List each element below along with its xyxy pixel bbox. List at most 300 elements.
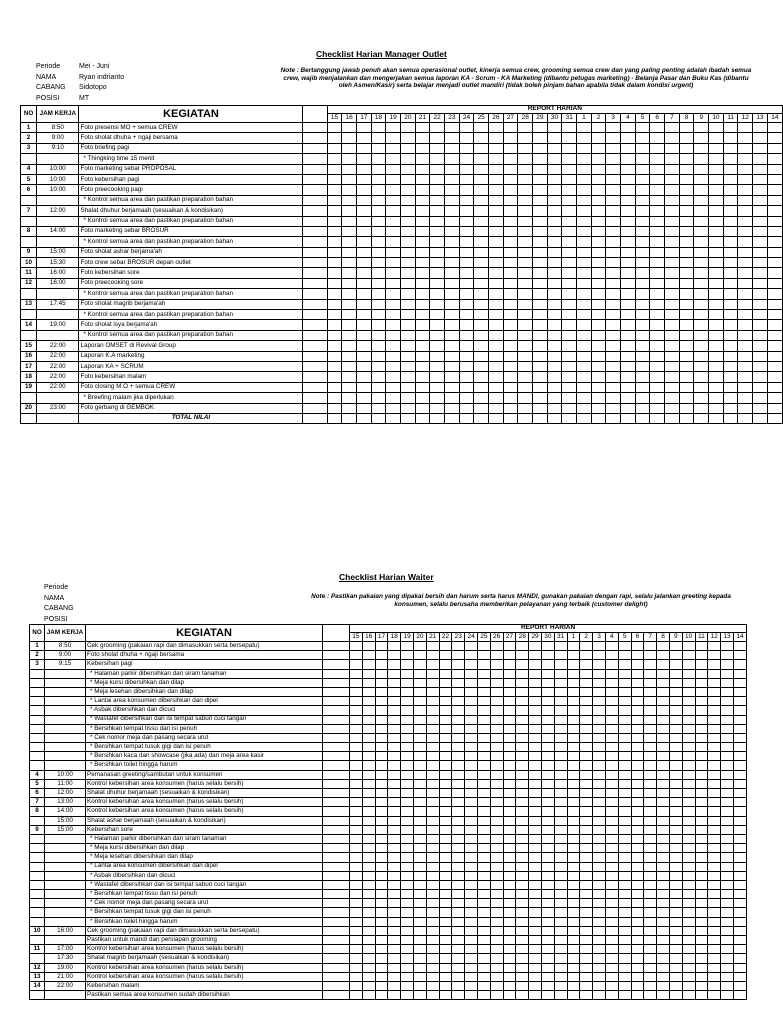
check-cell[interactable] [650,133,665,143]
check-cell[interactable] [593,899,606,908]
check-cell[interactable] [679,174,694,184]
check-cell[interactable] [426,789,439,798]
check-cell[interactable] [490,779,503,788]
check-cell[interactable] [669,844,682,853]
check-cell[interactable] [413,862,426,871]
check-cell[interactable] [669,789,682,798]
check-cell[interactable] [682,963,695,972]
check-cell[interactable] [621,289,636,299]
check-cell[interactable] [650,372,665,382]
check-cell[interactable] [413,715,426,724]
check-cell[interactable] [644,807,657,816]
check-cell[interactable] [401,917,414,926]
check-cell[interactable] [342,206,357,216]
check-cell[interactable] [386,278,401,288]
check-cell[interactable] [474,278,489,288]
check-cell[interactable] [477,789,490,798]
check-cell[interactable] [669,862,682,871]
check-cell[interactable] [445,268,460,278]
check-cell[interactable] [529,660,542,669]
check-cell[interactable] [577,133,592,143]
check-cell[interactable] [459,154,474,164]
check-cell[interactable] [474,310,489,320]
check-cell[interactable] [767,258,782,268]
check-cell[interactable] [386,123,401,133]
check-cell[interactable] [694,361,709,371]
check-cell[interactable] [580,743,593,752]
check-cell[interactable] [618,798,631,807]
check-cell[interactable] [413,954,426,963]
check-cell[interactable] [605,752,618,761]
check-cell[interactable] [375,752,388,761]
check-cell[interactable] [567,660,580,669]
check-cell[interactable] [477,844,490,853]
check-cell[interactable] [767,174,782,184]
check-cell[interactable] [375,899,388,908]
check-cell[interactable] [606,330,621,340]
check-cell[interactable] [490,862,503,871]
check-cell[interactable] [388,825,401,834]
check-cell[interactable] [533,164,548,174]
check-cell[interactable] [733,669,746,678]
check-cell[interactable] [356,320,371,330]
check-cell[interactable] [445,258,460,268]
check-cell[interactable] [580,761,593,770]
check-cell[interactable] [445,237,460,247]
check-cell[interactable] [682,981,695,990]
check-cell[interactable] [694,341,709,351]
check-cell[interactable] [465,917,478,926]
check-cell[interactable] [459,226,474,236]
check-cell[interactable] [452,651,465,660]
check-cell[interactable] [490,834,503,843]
check-cell[interactable] [708,669,721,678]
check-cell[interactable] [580,890,593,899]
check-cell[interactable] [618,844,631,853]
check-cell[interactable] [401,908,414,917]
check-cell[interactable] [644,880,657,889]
check-cell[interactable] [371,310,386,320]
check-cell[interactable] [371,289,386,299]
check-cell[interactable] [518,278,533,288]
check-cell[interactable] [618,660,631,669]
check-cell[interactable] [400,247,415,257]
check-cell[interactable] [695,871,708,880]
check-cell[interactable] [554,899,567,908]
check-cell[interactable] [439,880,452,889]
check-cell[interactable] [388,899,401,908]
check-cell[interactable] [650,237,665,247]
check-cell[interactable] [388,761,401,770]
check-cell[interactable] [657,697,670,706]
check-cell[interactable] [503,289,518,299]
check-cell[interactable] [547,351,562,361]
check-cell[interactable] [490,871,503,880]
check-cell[interactable] [605,908,618,917]
check-cell[interactable] [388,669,401,678]
check-cell[interactable] [721,981,734,990]
check-cell[interactable] [503,310,518,320]
check-cell[interactable] [723,310,738,320]
check-cell[interactable] [767,299,782,309]
check-cell[interactable] [631,789,644,798]
check-cell[interactable] [708,642,721,651]
check-cell[interactable] [459,216,474,226]
check-cell[interactable] [477,660,490,669]
check-cell[interactable] [650,174,665,184]
check-cell[interactable] [541,761,554,770]
check-cell[interactable] [695,963,708,972]
check-cell[interactable] [709,299,724,309]
check-cell[interactable] [477,807,490,816]
check-cell[interactable] [665,278,680,288]
check-cell[interactable] [695,954,708,963]
check-cell[interactable] [733,991,746,1000]
check-cell[interactable] [490,669,503,678]
check-cell[interactable] [452,981,465,990]
check-cell[interactable] [605,926,618,935]
check-cell[interactable] [635,154,650,164]
check-cell[interactable] [350,761,363,770]
check-cell[interactable] [375,687,388,696]
check-cell[interactable] [657,724,670,733]
check-cell[interactable] [430,289,445,299]
check-cell[interactable] [356,361,371,371]
check-cell[interactable] [356,154,371,164]
check-cell[interactable] [413,899,426,908]
check-cell[interactable] [490,825,503,834]
check-cell[interactable] [516,954,529,963]
check-cell[interactable] [669,936,682,945]
check-cell[interactable] [709,164,724,174]
check-cell[interactable] [621,393,636,403]
check-cell[interactable] [439,724,452,733]
check-cell[interactable] [767,216,782,226]
check-cell[interactable] [591,372,606,382]
check-cell[interactable] [591,258,606,268]
check-cell[interactable] [489,174,504,184]
check-cell[interactable] [723,382,738,392]
check-cell[interactable] [753,382,768,392]
check-cell[interactable] [465,798,478,807]
check-cell[interactable] [694,382,709,392]
check-cell[interactable] [371,341,386,351]
check-cell[interactable] [388,917,401,926]
check-cell[interactable] [733,871,746,880]
check-cell[interactable] [533,341,548,351]
check-cell[interactable] [695,936,708,945]
check-cell[interactable] [753,361,768,371]
check-cell[interactable] [375,770,388,779]
check-cell[interactable] [445,216,460,226]
check-cell[interactable] [413,798,426,807]
total-cell[interactable] [400,413,415,423]
check-cell[interactable] [415,247,430,257]
check-cell[interactable] [580,853,593,862]
check-cell[interactable] [386,226,401,236]
check-cell[interactable] [362,798,375,807]
check-cell[interactable] [682,761,695,770]
check-cell[interactable] [541,779,554,788]
check-cell[interactable] [327,206,342,216]
check-cell[interactable] [605,890,618,899]
check-cell[interactable] [621,258,636,268]
check-cell[interactable] [445,143,460,153]
total-cell[interactable] [489,413,504,423]
check-cell[interactable] [606,237,621,247]
check-cell[interactable] [413,880,426,889]
check-cell[interactable] [465,899,478,908]
check-cell[interactable] [350,844,363,853]
check-cell[interactable] [657,991,670,1000]
check-cell[interactable] [490,963,503,972]
check-cell[interactable] [489,299,504,309]
check-cell[interactable] [503,185,518,195]
check-cell[interactable] [388,908,401,917]
check-cell[interactable] [644,972,657,981]
check-cell[interactable] [430,237,445,247]
check-cell[interactable] [650,351,665,361]
check-cell[interactable] [631,651,644,660]
check-cell[interactable] [375,733,388,742]
check-cell[interactable] [350,807,363,816]
check-cell[interactable] [567,954,580,963]
check-cell[interactable] [459,164,474,174]
check-cell[interactable] [694,237,709,247]
check-cell[interactable] [682,779,695,788]
check-cell[interactable] [503,825,516,834]
check-cell[interactable] [529,825,542,834]
check-cell[interactable] [721,844,734,853]
check-cell[interactable] [516,890,529,899]
check-cell[interactable] [533,289,548,299]
check-cell[interactable] [695,834,708,843]
check-cell[interactable] [631,687,644,696]
check-cell[interactable] [644,687,657,696]
check-cell[interactable] [518,351,533,361]
check-cell[interactable] [489,320,504,330]
check-cell[interactable] [618,816,631,825]
check-cell[interactable] [593,697,606,706]
check-cell[interactable] [733,678,746,687]
check-cell[interactable] [738,382,753,392]
check-cell[interactable] [635,164,650,174]
check-cell[interactable] [516,642,529,651]
check-cell[interactable] [708,816,721,825]
check-cell[interactable] [669,798,682,807]
check-cell[interactable] [439,660,452,669]
check-cell[interactable] [665,174,680,184]
check-cell[interactable] [529,642,542,651]
check-cell[interactable] [503,890,516,899]
check-cell[interactable] [350,651,363,660]
check-cell[interactable] [371,164,386,174]
check-cell[interactable] [679,154,694,164]
check-cell[interactable] [490,807,503,816]
check-cell[interactable] [591,361,606,371]
check-cell[interactable] [547,299,562,309]
check-cell[interactable] [679,247,694,257]
check-cell[interactable] [562,154,577,164]
check-cell[interactable] [439,687,452,696]
check-cell[interactable] [554,651,567,660]
check-cell[interactable] [465,743,478,752]
check-cell[interactable] [529,926,542,935]
check-cell[interactable] [518,258,533,268]
check-cell[interactable] [669,807,682,816]
check-cell[interactable] [413,945,426,954]
check-cell[interactable] [606,393,621,403]
check-cell[interactable] [401,733,414,742]
check-cell[interactable] [426,678,439,687]
check-cell[interactable] [567,752,580,761]
check-cell[interactable] [386,258,401,268]
check-cell[interactable] [631,853,644,862]
check-cell[interactable] [474,382,489,392]
check-cell[interactable] [631,890,644,899]
check-cell[interactable] [529,752,542,761]
check-cell[interactable] [593,761,606,770]
check-cell[interactable] [618,981,631,990]
check-cell[interactable] [388,789,401,798]
check-cell[interactable] [474,289,489,299]
check-cell[interactable] [657,669,670,678]
check-cell[interactable] [738,258,753,268]
check-cell[interactable] [580,651,593,660]
check-cell[interactable] [657,660,670,669]
check-cell[interactable] [371,351,386,361]
check-cell[interactable] [430,382,445,392]
check-cell[interactable] [547,143,562,153]
check-cell[interactable] [459,299,474,309]
check-cell[interactable] [547,361,562,371]
check-cell[interactable] [644,798,657,807]
check-cell[interactable] [709,258,724,268]
check-cell[interactable] [577,299,592,309]
check-cell[interactable] [738,237,753,247]
check-cell[interactable] [767,310,782,320]
check-cell[interactable] [327,164,342,174]
check-cell[interactable] [445,361,460,371]
check-cell[interactable] [547,289,562,299]
check-cell[interactable] [723,247,738,257]
check-cell[interactable] [439,798,452,807]
check-cell[interactable] [591,289,606,299]
check-cell[interactable] [426,908,439,917]
check-cell[interactable] [342,278,357,288]
check-cell[interactable] [401,862,414,871]
check-cell[interactable] [474,185,489,195]
check-cell[interactable] [541,770,554,779]
total-cell[interactable] [474,413,489,423]
check-cell[interactable] [644,890,657,899]
check-cell[interactable] [618,871,631,880]
check-cell[interactable] [386,154,401,164]
check-cell[interactable] [459,393,474,403]
check-cell[interactable] [708,853,721,862]
check-cell[interactable] [665,195,680,205]
check-cell[interactable] [591,351,606,361]
check-cell[interactable] [591,133,606,143]
check-cell[interactable] [621,237,636,247]
check-cell[interactable] [362,770,375,779]
check-cell[interactable] [694,258,709,268]
check-cell[interactable] [375,991,388,1000]
check-cell[interactable] [554,798,567,807]
check-cell[interactable] [606,372,621,382]
check-cell[interactable] [439,651,452,660]
check-cell[interactable] [541,908,554,917]
check-cell[interactable] [682,825,695,834]
check-cell[interactable] [580,687,593,696]
total-cell[interactable] [386,413,401,423]
check-cell[interactable] [554,963,567,972]
check-cell[interactable] [356,382,371,392]
check-cell[interactable] [386,195,401,205]
check-cell[interactable] [738,330,753,340]
check-cell[interactable] [426,862,439,871]
check-cell[interactable] [445,341,460,351]
check-cell[interactable] [350,890,363,899]
check-cell[interactable] [371,268,386,278]
check-cell[interactable] [547,154,562,164]
check-cell[interactable] [541,743,554,752]
check-cell[interactable] [567,936,580,945]
check-cell[interactable] [547,310,562,320]
check-cell[interactable] [503,123,518,133]
check-cell[interactable] [580,908,593,917]
check-cell[interactable] [516,789,529,798]
check-cell[interactable] [694,320,709,330]
check-cell[interactable] [657,981,670,990]
check-cell[interactable] [375,779,388,788]
check-cell[interactable] [738,403,753,413]
check-cell[interactable] [733,743,746,752]
check-cell[interactable] [350,908,363,917]
check-cell[interactable] [518,382,533,392]
check-cell[interactable] [426,963,439,972]
check-cell[interactable] [516,687,529,696]
check-cell[interactable] [439,853,452,862]
check-cell[interactable] [547,164,562,174]
check-cell[interactable] [477,752,490,761]
check-cell[interactable] [657,954,670,963]
check-cell[interactable] [375,844,388,853]
check-cell[interactable] [708,972,721,981]
check-cell[interactable] [767,330,782,340]
check-cell[interactable] [426,880,439,889]
check-cell[interactable] [489,123,504,133]
check-cell[interactable] [708,926,721,935]
check-cell[interactable] [721,733,734,742]
check-cell[interactable] [580,724,593,733]
check-cell[interactable] [516,743,529,752]
check-cell[interactable] [356,195,371,205]
check-cell[interactable] [371,123,386,133]
check-cell[interactable] [541,752,554,761]
check-cell[interactable] [721,834,734,843]
check-cell[interactable] [356,143,371,153]
check-cell[interactable] [388,706,401,715]
check-cell[interactable] [708,844,721,853]
check-cell[interactable] [593,752,606,761]
check-cell[interactable] [503,154,518,164]
check-cell[interactable] [606,403,621,413]
check-cell[interactable] [733,926,746,935]
check-cell[interactable] [679,133,694,143]
check-cell[interactable] [580,844,593,853]
check-cell[interactable] [650,278,665,288]
